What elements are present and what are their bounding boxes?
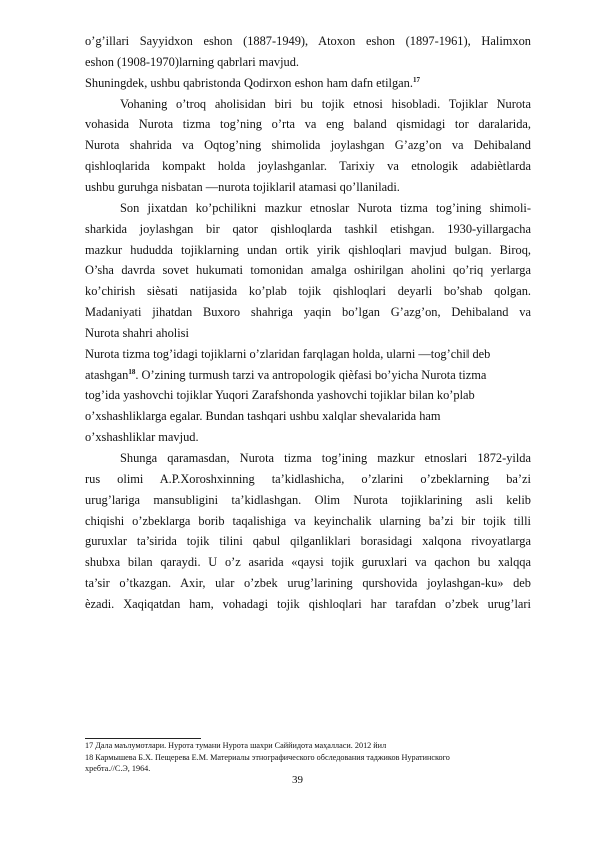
text-line xyxy=(85,472,531,487)
footnote-line: 18 Кармышева Б.Х. Пещерева Е.М. Материалы этнографического обследования таджиков Нуратинского xyxy=(85,752,450,762)
line-text: Son jixatdan ko’pchilikni mazkur etnoslar Nurota tizma tog’ining shimoli- xyxy=(120,200,531,215)
text-line xyxy=(85,222,531,237)
text-line xyxy=(85,159,531,174)
line-text: O’sha davrda sovet hukumati tomonidan amalga oshirilgan aholini qo’riq yerlarga xyxy=(85,263,531,278)
text-line xyxy=(85,555,531,570)
text-line xyxy=(85,138,531,153)
text-line xyxy=(85,514,531,529)
line-text: atashgan xyxy=(85,367,129,382)
line-text: o’xshashliklarga egalar. Bundan tashqari ushbu xalqlar shevalarida ham xyxy=(85,409,441,424)
text-line xyxy=(85,576,531,591)
text-line xyxy=(85,180,531,195)
line-text: ushbu guruhga nisbatan ―nurota tojiklari‖ atamasi qo’llaniladi. xyxy=(85,179,400,194)
footnote-ref[interactable]: 18 xyxy=(128,367,136,376)
line-text: Nurota tizma tog’idagi tojiklarni o’zlaridan farqlagan holda, ularni ―tog’chi‖ deb xyxy=(85,346,491,361)
line-text: ѐzadi. Xaqiqatdan ham, vohadagi tojik qishloqlari har tarafdan o’zbek urug’lari xyxy=(85,596,531,611)
line-text: o’xshashliklar mavjud. xyxy=(85,430,199,445)
line-text: o’g’illari Sayyidxon eshon (1887-1949), Atoxon eshon (1897-1961), Halimxon xyxy=(85,34,531,48)
text-line xyxy=(85,534,531,549)
text-line xyxy=(85,263,531,278)
text-line xyxy=(85,34,531,49)
text-line xyxy=(85,597,531,612)
footnote-line: 17 Дала маълумотлари. Нурота тумани Нурота шахри Саййидота маҳалласи. 2012 йил xyxy=(85,741,387,750)
text-line xyxy=(85,347,531,362)
text-line xyxy=(85,243,531,258)
page-number: 39 xyxy=(292,774,303,786)
text-line xyxy=(85,409,531,424)
text-line xyxy=(85,326,531,341)
text-line xyxy=(120,201,531,216)
line-text: Shunga qaramasdan, Nurota tizma tog’ining mazkur etnoslari 1872-yilda xyxy=(120,451,531,465)
footnote-line: хребта.//С.Э, 1964. xyxy=(85,764,151,773)
text-line xyxy=(85,284,531,299)
text-line xyxy=(85,76,531,91)
line-text: eshon (1908-1970)larning qabrlari mavjud. xyxy=(85,54,300,69)
line-text: sharkida joylashgan bir qator qishloqlarda tashkil etishgan. 1930-yillargacha xyxy=(85,221,531,236)
line-text: shubxa bilan qaraydi. U o’z asarida «qaysi tojik guruxlari va qachon bu xalqqa xyxy=(85,555,531,570)
line-text: ko’chirish siѐsati natijasida ko’plab tojik qishloqlari deyarli bo’shab qolgan. xyxy=(85,284,531,299)
text-line xyxy=(85,117,531,132)
line-text: guruxlar ta’sirida tojik tilini qabul qilganliklari borasidagi xalqona rivoyatlarga xyxy=(85,534,531,549)
line-text: tog’ida yashovchi tojiklar Yuqori Zarafshonda yashovchi tojiklar bilan ko’plab xyxy=(85,388,475,403)
text-line xyxy=(120,451,531,466)
text-line xyxy=(85,430,531,445)
footnote-ref[interactable]: 17 xyxy=(412,75,420,84)
line-text: rus olimi A.P.Xoroshxinning ta’kidlashicha, o’zlarini o’zbeklarning ba’zi xyxy=(85,471,531,486)
line-text: qishloqlarida kompakt holda joylashganlar. Tarixiy va etnologik adabiѐtlarda xyxy=(85,159,531,174)
line-text: Madaniyati jihatdan Buxoro shahriga yaqin bo’lgan G’azg’on, Dehibaland va xyxy=(85,305,531,320)
line-text: Shuningdek, ushbu qabristonda Qodirxon eshon ham dafn etilgan. xyxy=(85,75,413,90)
line-text: ta’sir o’tkazgan. Axir, ular o’zbek urug’larining qurshovida joylashgan-ku» deb xyxy=(85,576,531,591)
footnote-separator xyxy=(85,738,201,739)
line-text: Nurota shahrida va Oqtog’ning shimolida joylashgan G’azg’on va Dehibaland xyxy=(85,138,531,153)
line-text: Nurota shahri aholisi xyxy=(85,325,189,340)
line-text: mazkur hududda tojiklarning undan ortik yirik qishloqlari mavjud bulgan. Biroq, xyxy=(85,242,531,257)
text-line xyxy=(85,368,531,383)
line-text: chiqishi o’zbeklarga borib taqalishiga va keyinchalik ularning ba’zi bir tojik tilli xyxy=(85,513,531,528)
text-line xyxy=(85,55,531,70)
line-text-continued: . O’zining turmush tarzi va antropologik qiѐfasi bo’yicha Nurota tizma xyxy=(135,367,487,382)
line-text: Vohaning o’troq aholisidan biri bu tojik etnosi hisobladi. Tojiklar Nurota xyxy=(120,96,531,111)
text-line xyxy=(120,97,531,112)
text-line xyxy=(85,388,531,403)
line-text: vohasida Nurota tizma tog’ning o’rta va eng baland qismidagi tor daralarida, xyxy=(85,117,531,132)
text-line xyxy=(85,305,531,320)
line-text: urug’lariga mansubligini ta’kidlashgan. Olim Nurota tojiklarining asli kelib xyxy=(85,492,531,507)
text-line xyxy=(85,493,531,508)
